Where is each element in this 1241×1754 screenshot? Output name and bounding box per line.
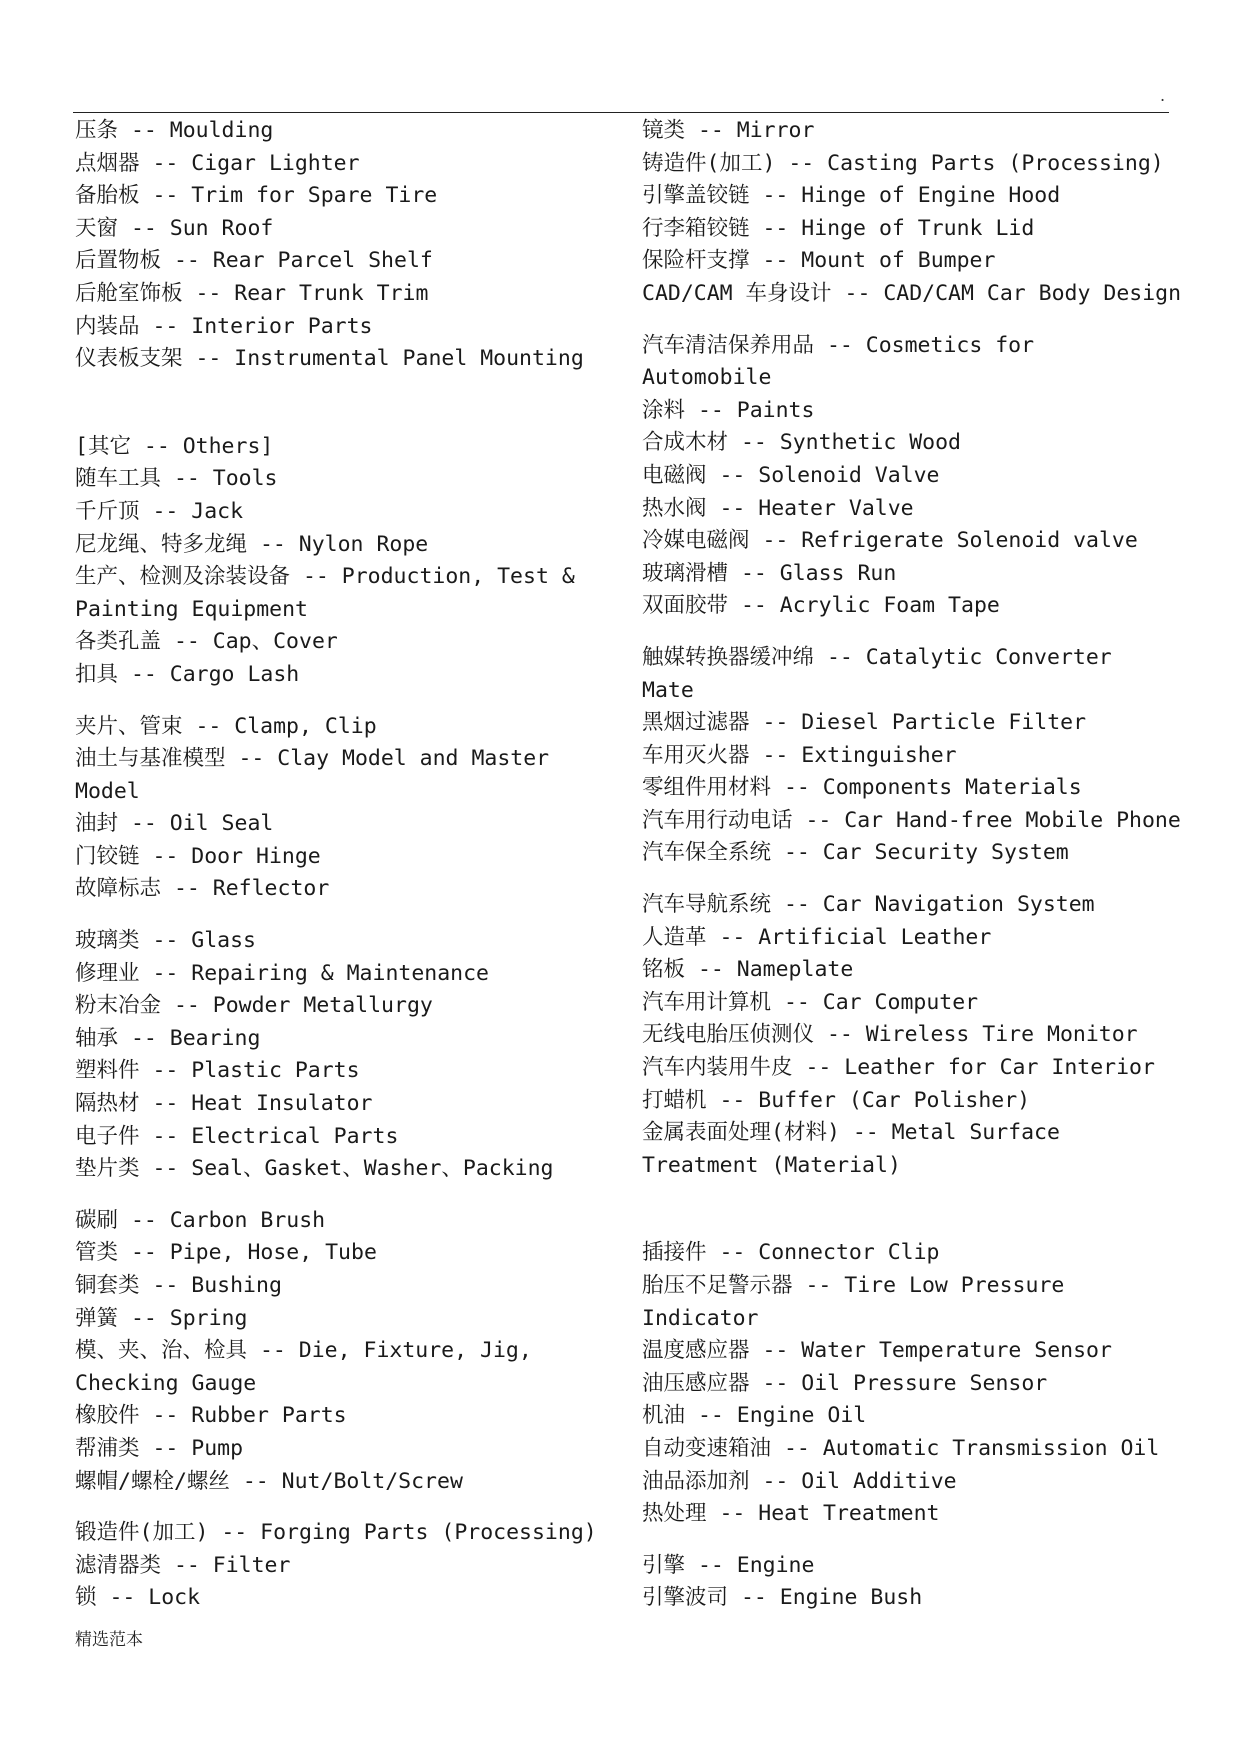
glossary-entry: 后舱室饰板 -- Rear Trunk Trim — [75, 280, 429, 306]
right-column — [642, 115, 1182, 1615]
glossary-entry: 插接件 -- Connector Clip — [642, 1240, 940, 1266]
glossary-entry: 涂料 -- Paints — [642, 397, 815, 423]
glossary-entry: 门铰链 -- Door Hinge — [75, 843, 321, 869]
glossary-entry: 引擎盖铰链 -- Hinge of Engine Hood — [642, 183, 1061, 209]
entry-group-gap — [75, 1186, 610, 1205]
glossary-entry: 帮浦类 -- Pump — [75, 1435, 244, 1461]
glossary-entry: 打蜡机 -- Buffer (Car Polisher) — [642, 1087, 1031, 1113]
glossary-entry: 油土与基准模型 -- Clay Model and Master — [75, 746, 550, 772]
glossary-entry: 无线电胎压侦测仪 -- Wireless Tire Monitor — [642, 1022, 1138, 1048]
glossary-entry: 镜类 -- Mirror — [642, 118, 815, 143]
glossary-entry: 备胎板 -- Trim for Spare Tire — [75, 183, 438, 209]
glossary-entry: 机油 -- Engine Oil — [642, 1403, 867, 1429]
glossary-entry: 仪表板支架 -- Instrumental Panel Mounting — [75, 346, 584, 372]
glossary-entry: 各类孔盖 -- Cap、Cover — [75, 629, 338, 655]
glossary-entry: 碳刷 -- Carbon Brush — [75, 1207, 326, 1233]
glossary-entry: 铜套类 -- Bushing — [75, 1273, 282, 1298]
entry-group-gap — [75, 906, 610, 925]
glossary-entry: Model — [75, 778, 140, 804]
glossary-entry: 生产、检测及涂装设备 -- Production, Test & — [75, 564, 575, 590]
glossary-entry: 玻璃滑槽 -- Glass Run — [642, 560, 897, 586]
glossary-entry: 汽车导航系统 -- Car Navigation System — [642, 892, 1095, 918]
glossary-entry: 粉末冶金 -- Powder Metallurgy — [75, 993, 433, 1019]
glossary-entry: 铸造件(加工) -- Casting Parts (Processing) — [642, 150, 1164, 176]
glossary-entry: 温度感应器 -- Water Temperature Sensor — [642, 1338, 1112, 1364]
glossary-entry: Automobile — [642, 365, 772, 391]
glossary-entry: 黑烟过滤器 -- Diesel Particle Filter — [642, 710, 1087, 736]
glossary-entry: 行李箱铰链 -- Hinge of Trunk Lid — [642, 215, 1035, 241]
glossary-entry: 油压感应器 -- Oil Pressure Sensor — [642, 1370, 1048, 1396]
glossary-entry: 螺帽/螺栓/螺丝 -- Nut/Bolt/Screw — [75, 1468, 463, 1494]
glossary-entry: 修理业 -- Repairing & Maintenance — [75, 960, 489, 986]
glossary-entry: 天窗 -- Sun Roof — [75, 215, 274, 241]
glossary-entry: Mate — [642, 677, 694, 703]
glossary-entry: 故障标志 -- Reflector — [75, 876, 330, 902]
glossary-entry: 油封 -- Oil Seal — [75, 811, 274, 837]
glossary-entry: 触媒转换器缓冲绵 -- Catalytic Converter — [642, 644, 1112, 670]
glossary-entry: 热水阀 -- Heater Valve — [642, 495, 914, 521]
glossary-entry: 金属表面处理(材料) -- Metal Surface — [642, 1120, 1060, 1146]
glossary-entry: 合成木材 -- Synthetic Wood — [642, 430, 961, 456]
entry-section-gap — [642, 1182, 1177, 1237]
glossary-entry: 模、夹、治、检具 -- Die, Fixture, Jig, — [75, 1338, 532, 1364]
glossary-entry: Checking Gauge — [75, 1370, 257, 1396]
header-mark: . — [1160, 86, 1166, 105]
glossary-entry: 压条 -- Moulding — [75, 118, 274, 143]
glossary-entry: 双面胶带 -- Acrylic Foam Tape — [642, 593, 1000, 619]
glossary-entry: 锁 -- Lock — [75, 1585, 201, 1611]
glossary-entry: 人造革 -- Artificial Leather — [642, 924, 992, 950]
glossary-entry: CAD/CAM 车身设计 -- CAD/CAM Car Body Design — [642, 280, 1182, 306]
glossary-entry: 点烟器 -- Cigar Lighter — [75, 150, 360, 176]
glossary-entry: Treatment (Material) — [642, 1152, 901, 1178]
glossary-entry: 随车工具 -- Tools — [75, 466, 278, 492]
glossary-entry: 电子件 -- Electrical Parts — [75, 1123, 399, 1149]
entry-group-gap — [75, 692, 610, 711]
glossary-entry: 内装品 -- Interior Parts — [75, 313, 373, 339]
glossary-entry: 滤清器类 -- Filter — [75, 1552, 291, 1578]
glossary-entry: 冷媒电磁阀 -- Refrigerate Solenoid valve — [642, 528, 1138, 554]
glossary-entry: 隔热材 -- Heat Insulator — [75, 1091, 373, 1117]
glossary-entry: 弹簧 -- Spring — [75, 1305, 248, 1331]
glossary-entry: Indicator — [642, 1305, 759, 1331]
entry-group-gap — [642, 1531, 1177, 1550]
header-rule — [73, 112, 1169, 113]
glossary-entry: 油品添加剂 -- Oil Additive — [642, 1468, 957, 1494]
glossary-entry: 轴承 -- Bearing — [75, 1025, 261, 1051]
glossary-entry: 汽车用行动电话 -- Car Hand-free Mobile Phone — [642, 807, 1181, 833]
entry-section-gap — [75, 376, 610, 431]
entry-group-gap — [75, 1498, 610, 1517]
entry-group-gap — [642, 623, 1177, 642]
glossary-entry: 后置物板 -- Rear Parcel Shelf — [75, 248, 433, 274]
glossary-entry: 管类 -- Pipe, Hose, Tube — [75, 1240, 377, 1266]
glossary-entry: 自动变速箱油 -- Automatic Transmission Oil — [642, 1435, 1160, 1461]
glossary-entry: 胎压不足警示器 -- Tire Low Pressure — [642, 1273, 1065, 1298]
left-column — [75, 115, 610, 1615]
glossary-entry: 尼龙绳、特多龙绳 -- Nylon Rope — [75, 531, 429, 557]
glossary-entry: 汽车用计算机 -- Car Computer — [642, 989, 979, 1015]
glossary-entry: 引擎波司 -- Engine Bush — [642, 1585, 923, 1611]
glossary-entry: 扣具 -- Cargo Lash — [75, 661, 300, 687]
glossary-entry: 电磁阀 -- Solenoid Valve — [642, 462, 940, 488]
glossary-entry: 垫片类 -- Seal、Gasket、Washer、Packing — [75, 1156, 554, 1182]
glossary-entry: 橡胶件 -- Rubber Parts — [75, 1403, 347, 1429]
glossary-entry: 塑料件 -- Plastic Parts — [75, 1058, 360, 1084]
glossary-entry: 车用灭火器 -- Extinguisher — [642, 742, 957, 768]
footer-note: 精选范本 — [75, 1630, 143, 1650]
glossary-entry: 热处理 -- Heat Treatment — [642, 1501, 940, 1527]
glossary-entry: [其它 -- Others] — [75, 433, 274, 459]
glossary-entry: 铭板 -- Nameplate — [642, 957, 854, 983]
glossary-entry: 保险杆支撑 -- Mount of Bumper — [642, 248, 996, 274]
glossary-entry: 汽车保全系统 -- Car Security System — [642, 840, 1069, 866]
glossary-entry: 千斤顶 -- Jack — [75, 498, 244, 524]
entry-group-gap — [642, 870, 1177, 889]
glossary-entry: 零组件用材料 -- Components Materials — [642, 775, 1082, 801]
glossary-entry: 夹片、管束 -- Clamp, Clip — [75, 713, 377, 739]
entry-group-gap — [642, 311, 1177, 330]
glossary-entry: 汽车内装用牛皮 -- Leather for Car Interior — [642, 1055, 1155, 1081]
glossary-entry: Painting Equipment — [75, 596, 308, 622]
glossary-entry: 引擎 -- Engine — [642, 1552, 815, 1578]
glossary-entry: 锻造件(加工) -- Forging Parts (Processing) — [75, 1520, 597, 1546]
glossary-entry: 汽车清洁保养用品 -- Cosmetics for — [642, 332, 1035, 358]
glossary-entry: 玻璃类 -- Glass — [75, 928, 256, 954]
